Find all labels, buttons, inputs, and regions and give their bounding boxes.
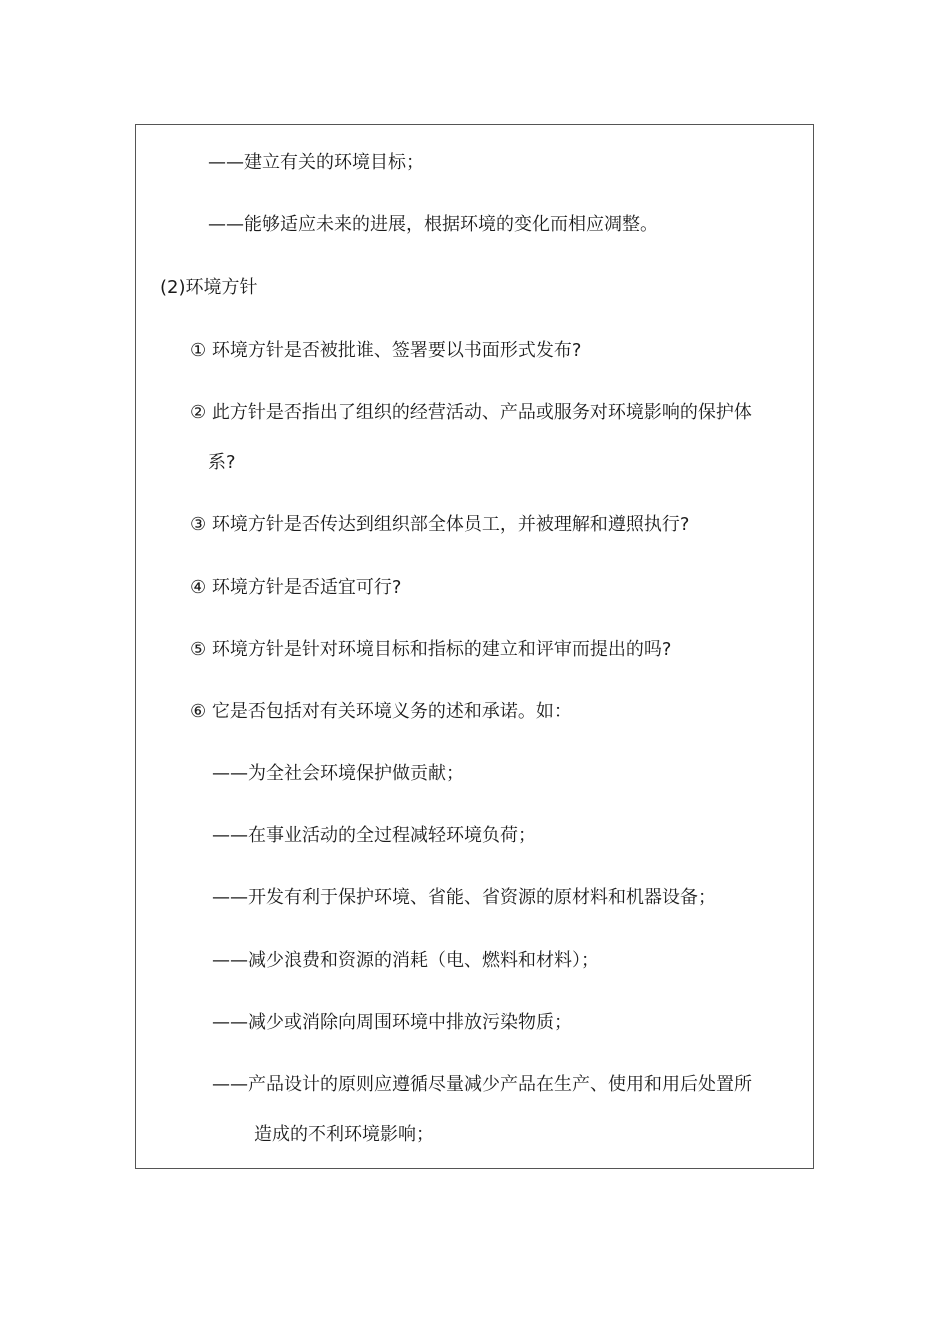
section-heading: (2)环境方针 — [160, 277, 258, 298]
commitment-4: ——减少浪费和资源的消耗（电、燃料和材料）； — [212, 950, 599, 971]
question-5: ⑤ 环境方针是针对环境目标和指标的建立和评审而提出的吗? — [190, 639, 672, 660]
commitment-2: ——在事业活动的全过程减轻环境负荷； — [212, 825, 536, 846]
question-2-continued: 系? — [208, 452, 236, 473]
commitment-1: ——为全社会环境保护做贡献； — [212, 763, 464, 784]
text-line-1: ——建立有关的环境目标； — [208, 152, 424, 173]
text-line-2: ——能够适应未来的进展，根据环境的变化而相应凋整。 — [208, 214, 658, 235]
commitment-3: ——开发有利于保护环境、省能、省资源的原材料和机器设备； — [212, 887, 716, 908]
commitment-5: ——减少或消除向周围环境中排放污染物质； — [212, 1012, 572, 1033]
commitment-6-continued: 造成的不利环境影响； — [254, 1124, 434, 1145]
question-6: ⑥ 它是否包括对有关环境义务的述和承诺。如： — [190, 701, 572, 722]
question-3: ③ 环境方针是否传达到组织部全体员工，并被理解和遵照执行? — [190, 514, 690, 535]
question-2: ② 此方针是否指出了组织的经营活动、产品或服务对环境影响的保护体 — [190, 402, 752, 423]
question-4: ④ 环境方针是否适宜可行? — [190, 577, 402, 598]
commitment-6: ——产品设计的原则应遵循尽量减少产品在生产、使用和用后处置所 — [212, 1074, 752, 1095]
question-1: ① 环境方针是否被批谁、签署要以书面形式发布? — [190, 340, 582, 361]
